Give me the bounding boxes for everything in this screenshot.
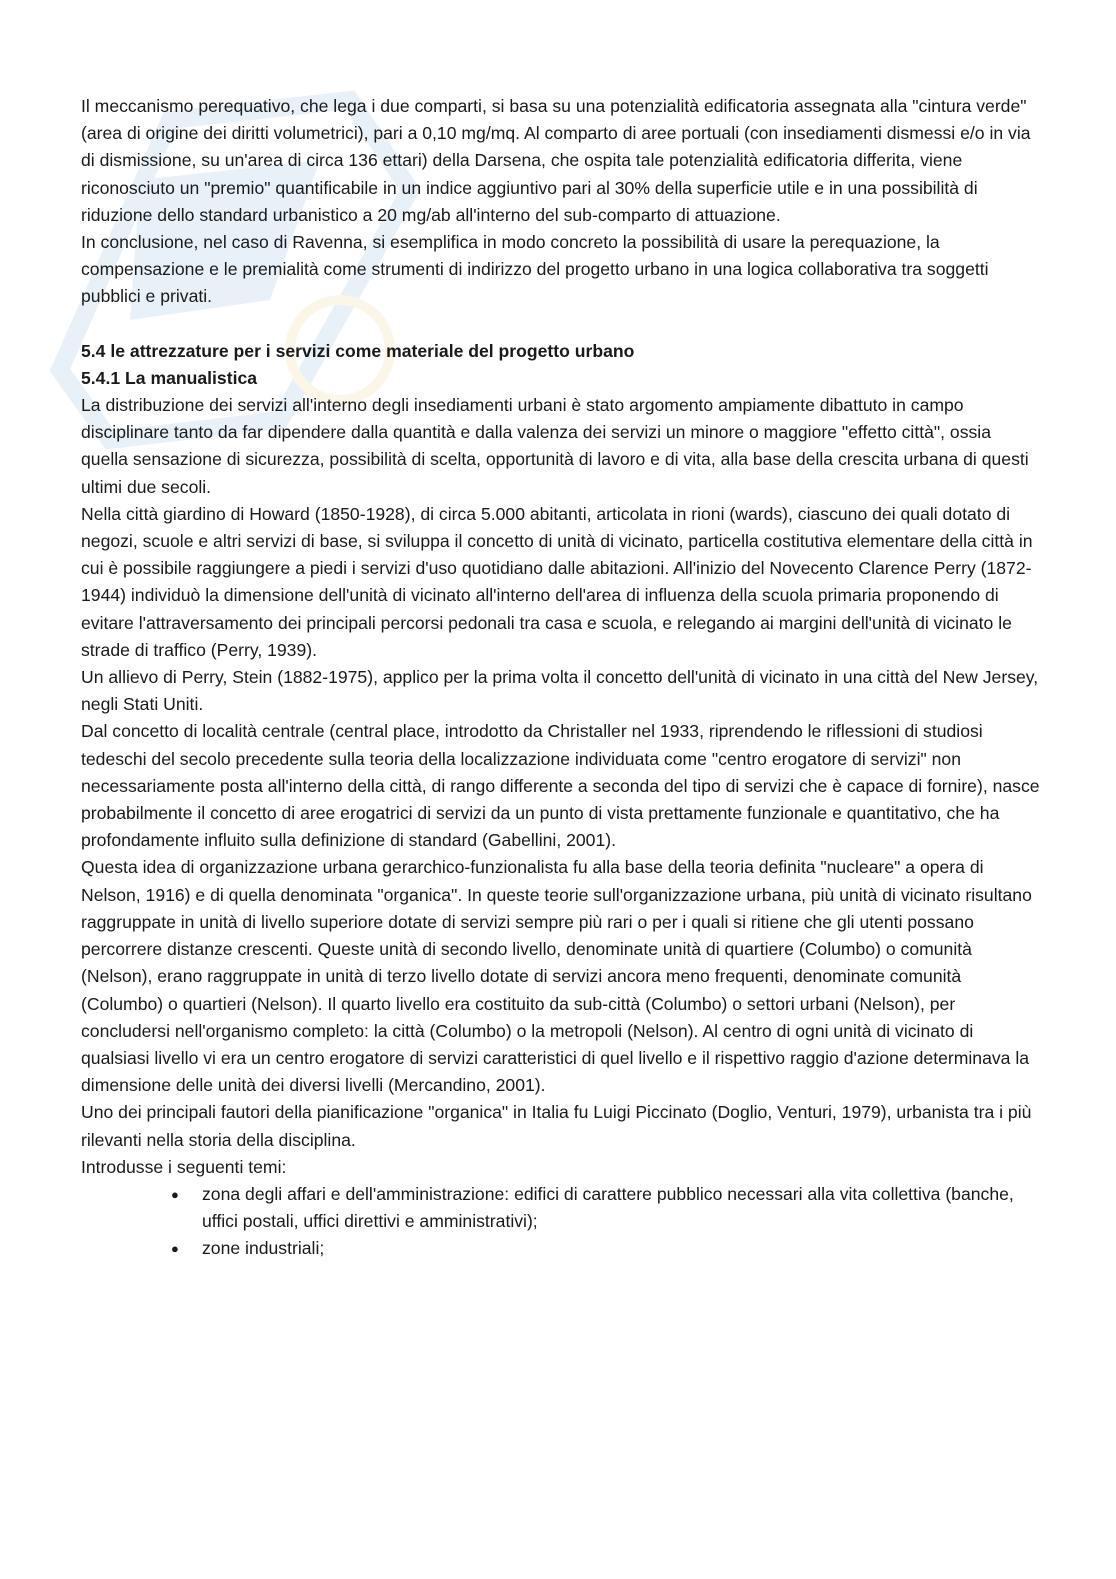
paragraph: Dal concetto di località centrale (central place, introdotto da Christaller nel 1933, riprendendo le riflessioni di studiosi tedeschi del secolo precedente sulla teoria della localizzazione individuata come "centro erogatore di servizi" non necessariamente posta all'interno della città, di rango differente a seconda del tipo di servizi che è capace di fornire), nasce probabilmente il concetto di aree erogatrici di servizi da un punto di vista prettamente funzionale e quantitativo, che ha profondamente influito sulla definizione di standard (Gabellini, 2001).	[81, 721, 1040, 851]
list-item: ● zone industriali;	[202, 1235, 1041, 1262]
paragraph: Introdusse i seguenti temi:	[81, 1156, 287, 1177]
list-item: ● zona degli affari e dell'amministrazione: edifici di carattere pubblico necessari alla vita collettiva (banche, uffici postali, uffici direttivi e amministrativi);	[202, 1181, 1041, 1235]
paragraph: In conclusione, nel caso di Ravenna, si esemplifica in modo concreto la possibilità di usare la perequazione, la compensazione e le premialità come strumenti di indirizzo del progetto urbano in una logica collaborativa tra soggetti pubblici e privati.	[81, 232, 989, 307]
subsection-heading: 5.4.1 La manualistica	[81, 367, 258, 388]
paragraph: Uno dei principali fautori della pianificazione "organica" in Italia fu Luigi Piccinato (Doglio, Venturi, 1979), urbanista tra i più rilevanti nella storia della disciplina.	[81, 1102, 1032, 1150]
paragraph: La distribuzione dei servizi all'interno degli insediamenti urbani è stato argomento ampiamente dibattuto in campo disciplinare tanto da far dipendere dalla quantità e dalla valenza dei servizi un minore o maggiore "effetto città", ossia quella sensazione di sicurezza, possibilità di scelta, opportunità di lavoro e di vita, alla base della crescita urbana di questi ultimi due secoli.	[81, 395, 1029, 497]
document-body	[81, 93, 1041, 1263]
paragraph: Nella città giardino di Howard (1850-1928), di circa 5.000 abitanti, articolata in rioni (wards), ciascuno dei quali dotato di negozi, scuole e altri servizi di base, si sviluppa il concetto di unità di vicinato, particella costitutiva elementare della città in cui è possibile raggiungere a piedi i servizi d'uso quotidiano dalle abitazioni. All'inizio del Novecento Clarence Perry (1872-1944) individuò la dimensione dell'unità di vicinato all'interno dell'area di influenza della scuola primaria proponendo di evitare l'attraversamento dei principali percorsi pedonali tra casa e scuola, e relegando ai margini dell'unità di vicinato le strade di traffico (Perry, 1939).	[81, 503, 1033, 660]
paragraph: Questa idea di organizzazione urbana gerarchico-funzionalista fu alla base della teoria definita "nucleare" a opera di Nelson, 1916) e di quella denominata "organica". In queste teorie sull'organizzazione urbana, più unità di vicinato risultano raggruppate in unità di livello superiore dotate di servizi sempre più rari o per i quali si ritiene che gli utenti possano percorrere distanze crescenti. Queste unità di secondo livello, denominate unità di quartiere (Columbo) o comunità (Nelson), erano raggruppate in unità di terzo livello dotate di servizi ancora meno frequenti, denominate comunità (Columbo) o quartieri (Nelson). Il quarto livello era costituito da sub-città (Columbo) o settori urbani (Nelson), per concludersi nell'organismo completo: la città (Columbo) o la metropoli (Nelson). Al centro di ogni unità di vicinato di qualsiasi livello vi era un centro erogatore di servizi caratteristici di quel livello e il rispettivo raggio d'azione determinava la dimensione delle unità dei diversi livelli (Mercandino, 2001).	[81, 857, 1032, 1096]
section-heading: 5.4 le attrezzature per i servizi come materiale del progetto urbano	[81, 340, 635, 361]
bullet-list	[81, 1181, 1041, 1263]
paragraph: Un allievo di Perry, Stein (1882-1975), applico per la prima volta il concetto dell'unità di vicinato in una città del New Jersey, negli Stati Uniti.	[81, 667, 1039, 715]
paragraph: Il meccanismo perequativo, che lega i due comparti, si basa su una potenzialità edificatoria assegnata alla "cintura verde" (area di origine dei diritti volumetrici), pari a 0,10 mg/mq. Al comparto di aree portuali (con insediamenti dismessi e/o in via di dismissione, su un'area di circa 136 ettari) della Darsena, che ospita tale potenzialità edificatoria differita, viene riconosciuto un "premio" quantificabile in un indice aggiuntivo pari al 30% della superficie utile e in una possibilità di riduzione dello standard urbanistico a 20 mg/ab all'interno del sub-comparto di attuazione.	[81, 96, 1031, 225]
paragraph-gap	[81, 311, 1041, 338]
